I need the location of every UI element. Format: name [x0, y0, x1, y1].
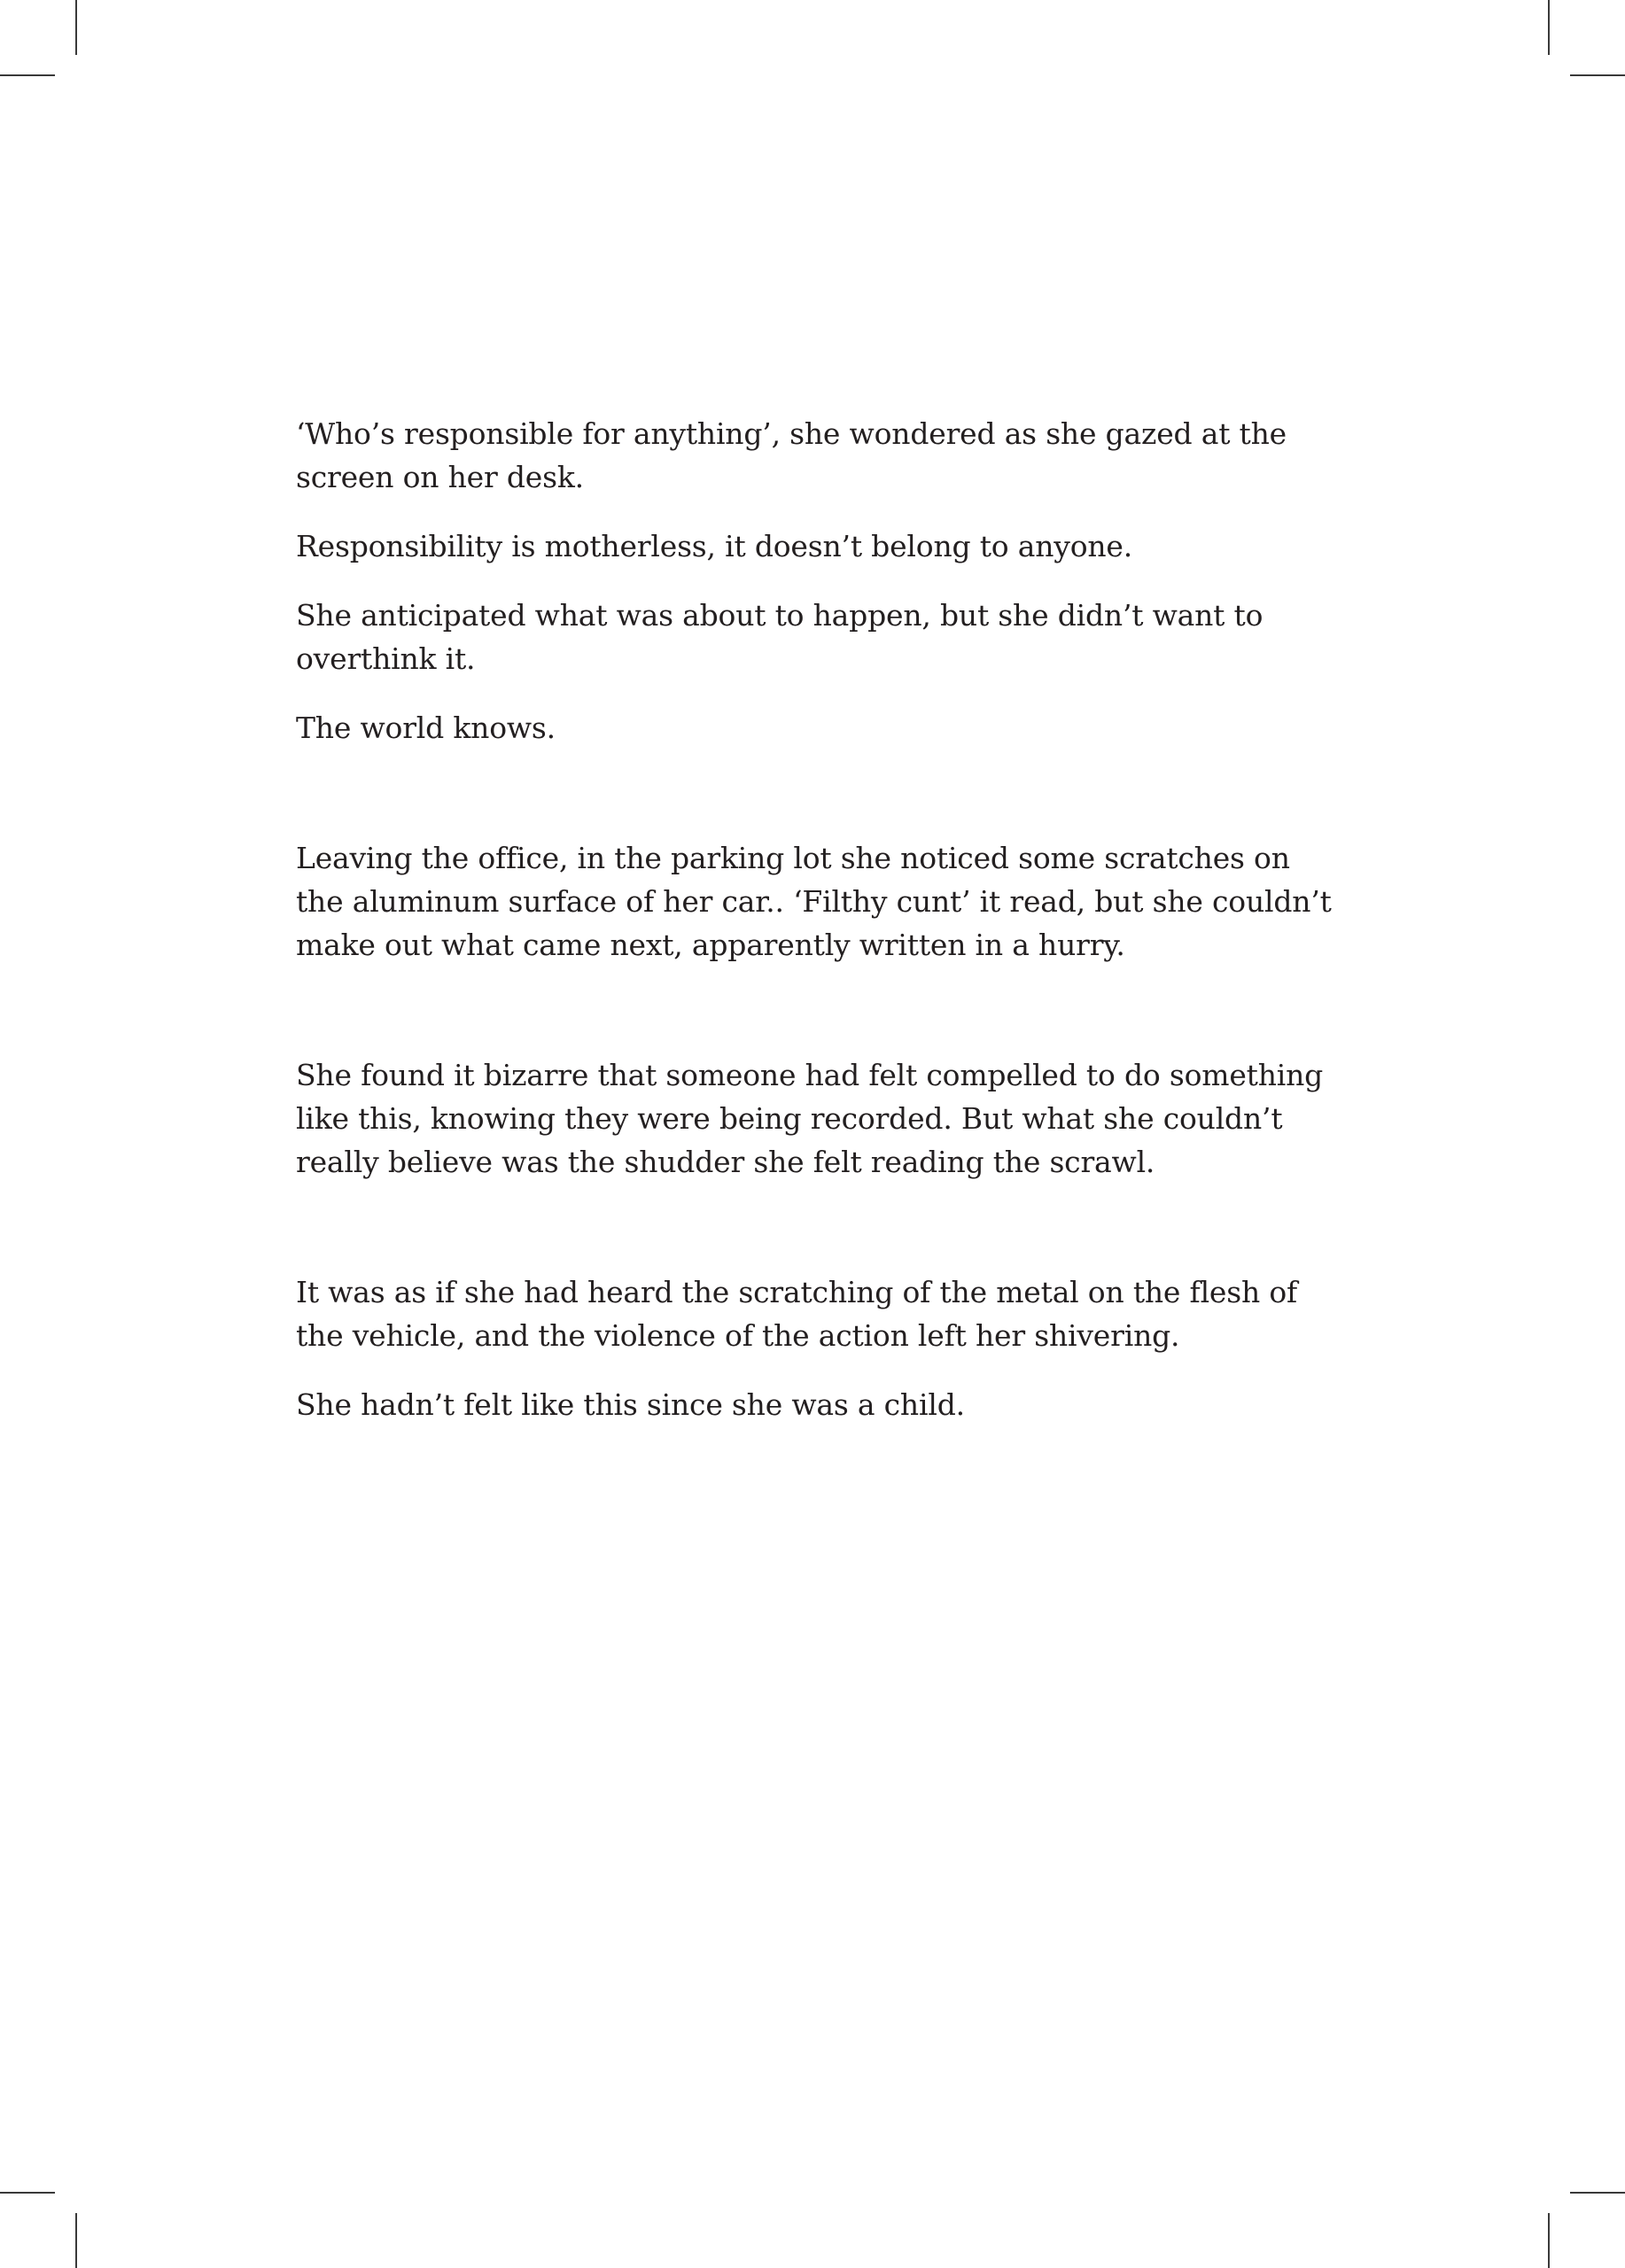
paragraph-5: Leaving the office, in the parking lot she noticed some scratches on the aluminum surface of her car.. ‘Filthy cunt’ it read, but she couldn’t make out what came next, apparently written in a hurry. [296, 841, 1332, 962]
paragraph-6: She found it bizarre that someone had felt compelled to do something like this, knowing they were being recorded. But what she couldn’t really believe was the shudder she felt reading the scrawl. [296, 1058, 1324, 1179]
paragraph-3: She anticipated what was about to happen, but she didn’t want to overthink it. [296, 598, 1263, 676]
crop-mark-top-left-vertical [75, 0, 77, 55]
crop-mark-bottom-right-vertical [1548, 2213, 1550, 2268]
paragraph-2: Responsibility is motherless, it doesn’t belong to anyone. [296, 529, 1133, 563]
paragraph-8: She hadn’t felt like this since she was a child. [296, 1387, 965, 1422]
crop-mark-bottom-left-horizontal [0, 2192, 55, 2194]
crop-mark-top-left-horizontal [0, 74, 55, 76]
crop-mark-top-right-vertical [1548, 0, 1550, 55]
paragraph-7: It was as if she had heard the scratching of the metal on the flesh of the vehicle, and the violence of the action left her shivering. [296, 1275, 1298, 1353]
crop-mark-bottom-left-vertical [75, 2213, 77, 2268]
crop-mark-top-right-horizontal [1570, 74, 1625, 76]
body-text [296, 412, 1341, 1426]
paragraph-4: The world knows. [296, 711, 556, 745]
crop-mark-bottom-right-horizontal [1570, 2192, 1625, 2194]
paragraph-1: ‘Who’s responsible for anything’, she wondered as she gazed at the screen on her desk. [296, 416, 1287, 494]
